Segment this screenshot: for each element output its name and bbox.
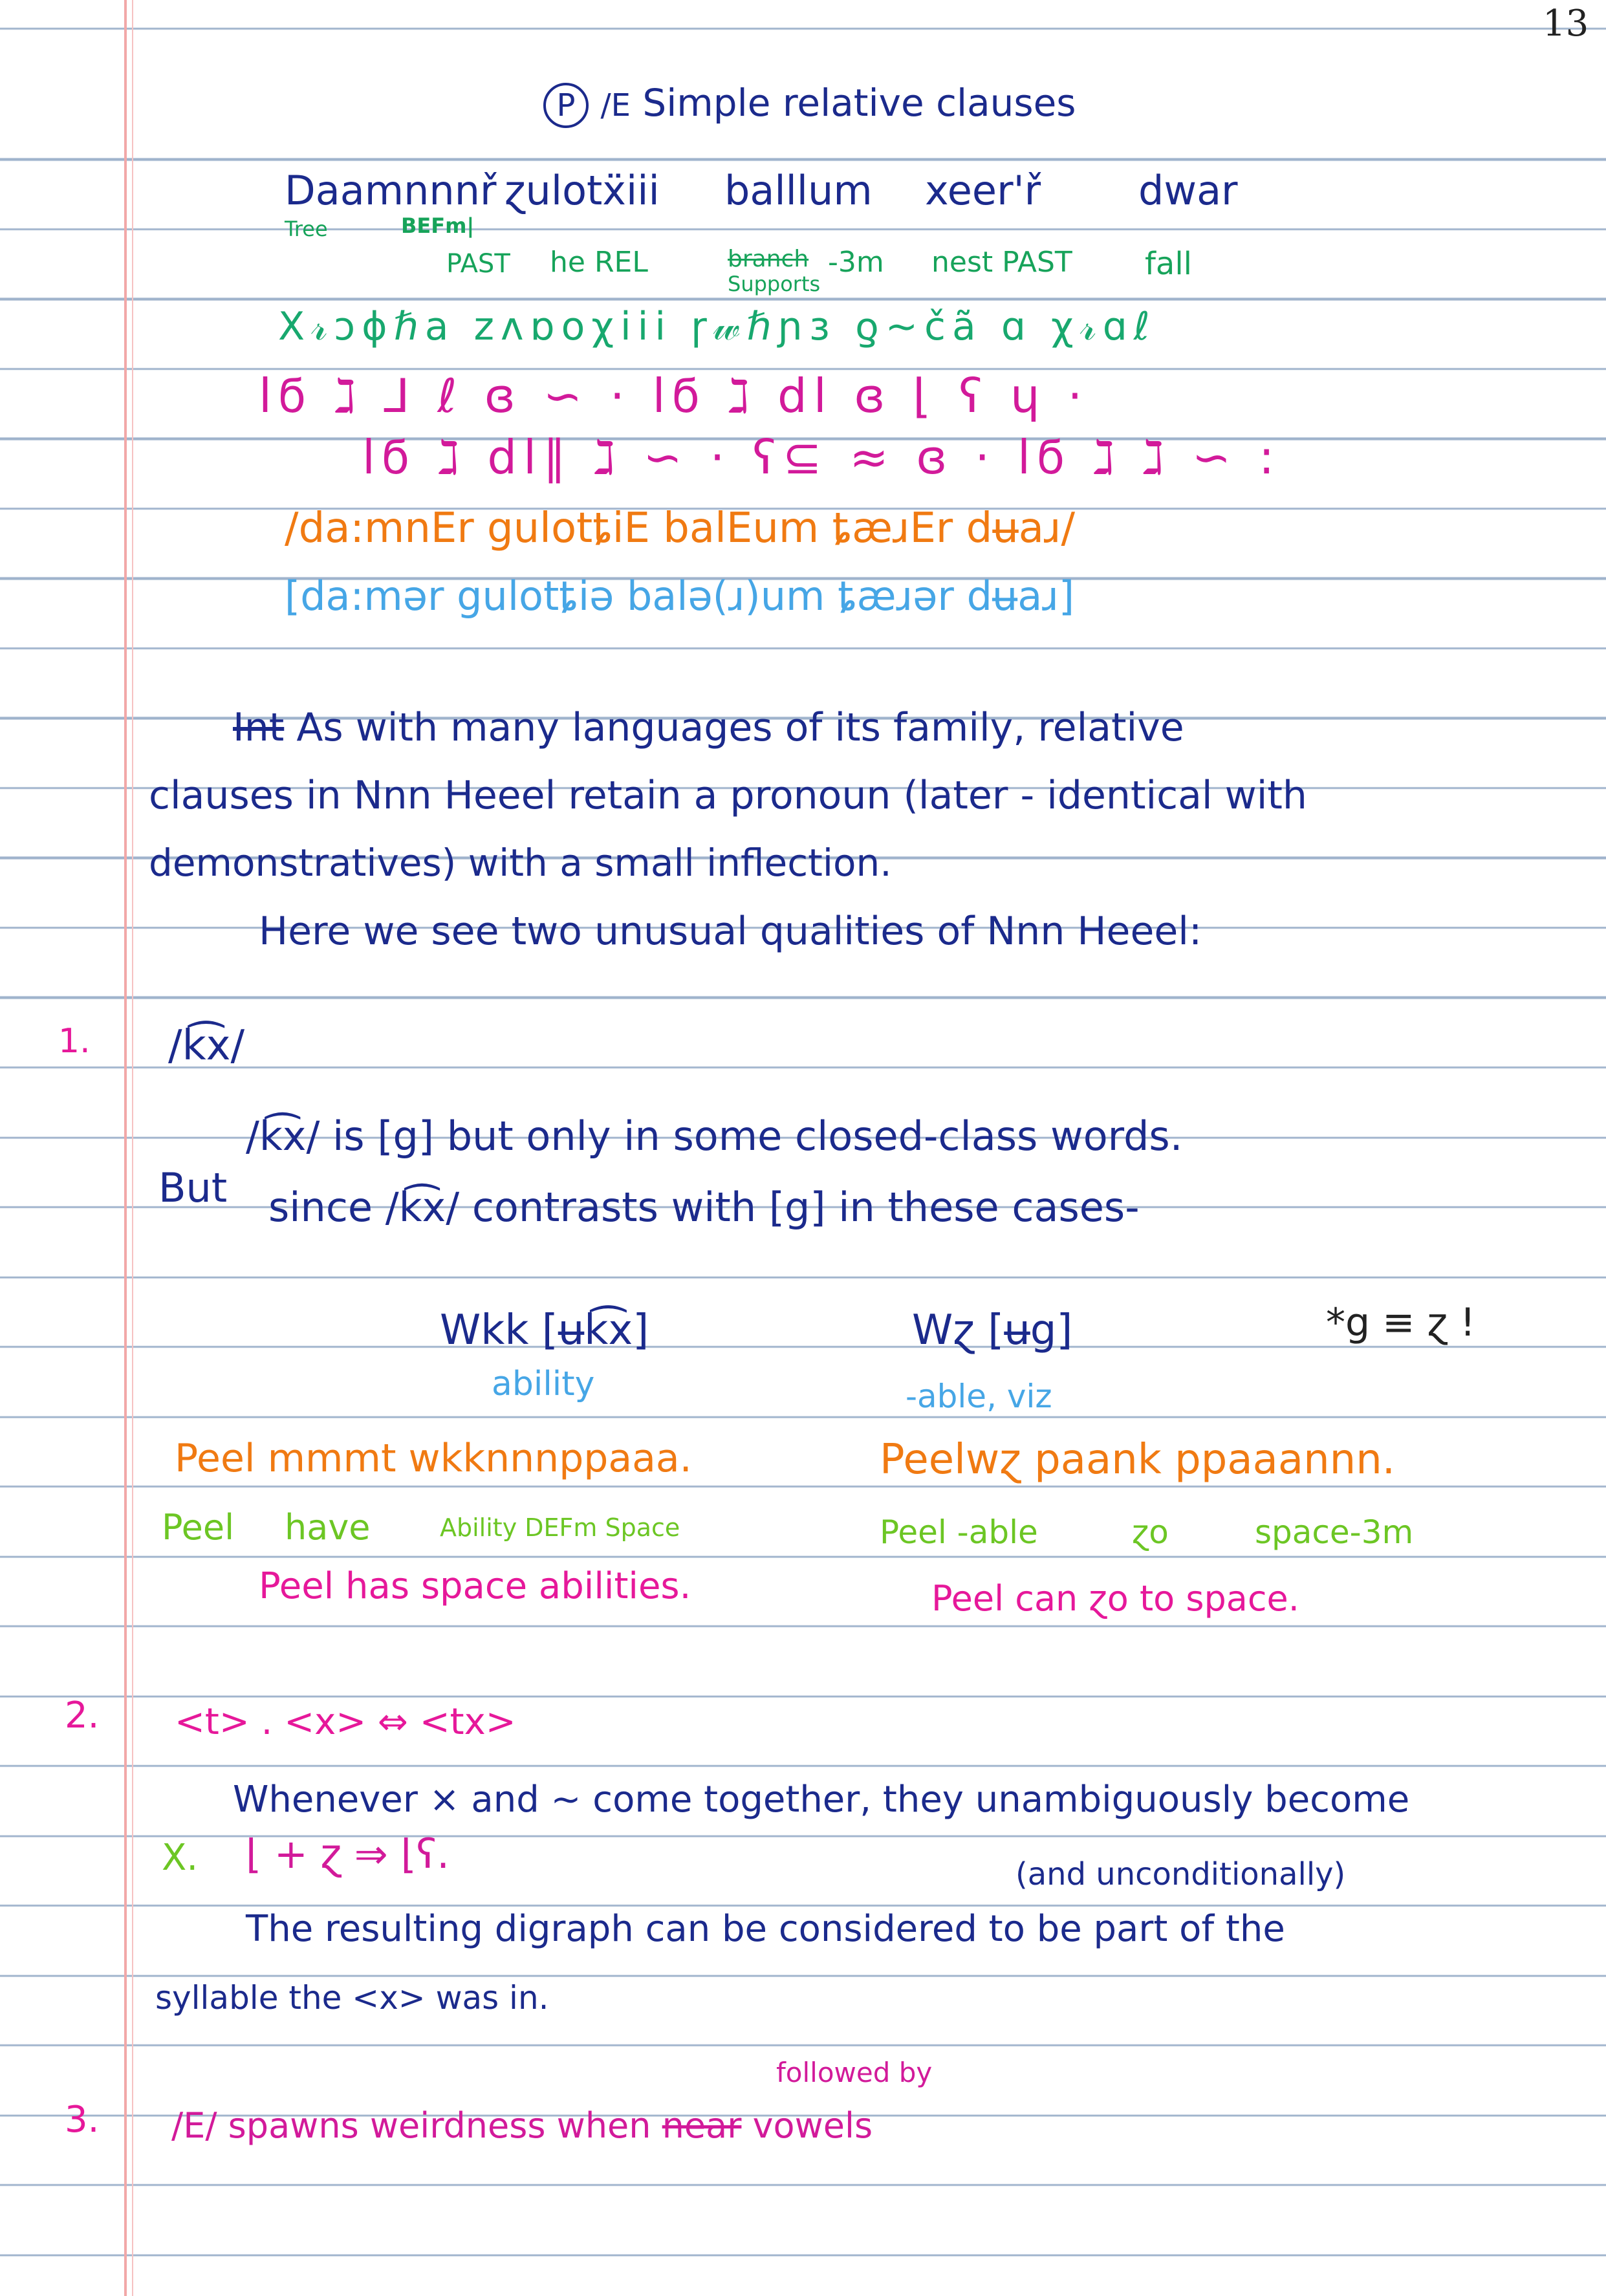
- intro-line-3: demonstratives) with a small inflection.: [149, 841, 892, 885]
- circle-letter: P: [543, 83, 589, 128]
- gloss-past: PAST: [446, 249, 510, 279]
- point-1-number: 1.: [58, 1022, 91, 1061]
- script-line-green: Χ𝓇ↄϕℏa zᴧɒοχiii ɼ𝓌ℏɲɜ ƍ∼čã ɑ χ𝓇ɑℓ: [278, 304, 1156, 349]
- point-2-line-3: The resulting digraph can be considered to be part of the: [246, 1908, 1285, 1950]
- point-2-x: X.: [162, 1837, 199, 1879]
- example-word-4: xeer'ř: [925, 167, 1041, 214]
- point-2-formula: ⌊ + ɀ ⇒ ⌊ʕ.: [246, 1830, 450, 1878]
- left-gloss-peel: Peel: [162, 1507, 235, 1548]
- intro-line-4: Here we see two unusual qualities of Nnn Heeel:: [259, 909, 1202, 954]
- right-gloss-zo: ɀo: [1132, 1513, 1169, 1551]
- point-3-strike: near: [662, 2105, 742, 2146]
- script-line-magenta-2: ⅼϭ ℷ dl∥ ℷ ∽ · ʕ⊆ ≈ ɞ · ⅼϭ ℷ ℷ ∽ :: [362, 430, 1281, 484]
- left-gloss-have: have: [285, 1507, 371, 1548]
- left-translation: Peel has space abilities.: [259, 1565, 691, 1607]
- gloss-able: -able, viz: [906, 1378, 1052, 1415]
- gloss-branch: branch: [728, 246, 809, 272]
- margin-line-secondary: [132, 0, 133, 2296]
- point-3-number: 3.: [65, 2099, 100, 2141]
- right-gloss-space: space-3m: [1255, 1513, 1414, 1551]
- margin-line: [124, 0, 127, 2296]
- right-translation: Peel can ɀo to space.: [931, 1578, 1299, 1619]
- point-2-heading: <t> . <x> ⇔ <tx>: [175, 1701, 516, 1743]
- word-wkk: Wkk [ʉk͡x]: [440, 1306, 649, 1354]
- example-word-1: Daamnnnř: [285, 167, 497, 214]
- word-wz: Wɀ [ʉg]: [912, 1306, 1073, 1354]
- point-3-insert: followed by: [776, 2057, 933, 2088]
- gloss-ability: ability: [492, 1365, 595, 1403]
- gloss-supports: Supports: [728, 272, 821, 296]
- example-word-2: ɀulotẍiii: [505, 167, 660, 214]
- gloss-fall: fall: [1145, 246, 1192, 282]
- right-sentence: Peelwɀ paank ppaaannn.: [880, 1436, 1396, 1484]
- phonetic-transcription: [da:mər gulotȶiə balə(ɹ)um ȶæɹər dʉaɹ]: [285, 572, 1075, 620]
- page-number: 13: [1543, 3, 1589, 45]
- script-line-magenta-1: ⅼϭ ℷ ⅃ ℓ ɞ ∽ · ⅼϭ ℷ dl ɞ ⌊ ʕ ɥ ·: [259, 369, 1089, 423]
- intro-line-1: Int As with many languages of its family, relative: [233, 705, 1184, 750]
- gloss-tree: Tree: [285, 217, 328, 241]
- left-sentence: Peel mmmt wkknnnppaaa.: [175, 1436, 692, 1481]
- point-1-line-2: since /k͡x/ contrasts with [g] in these cases-: [268, 1184, 1140, 1231]
- right-gloss-peel-able: Peel -able: [880, 1513, 1038, 1551]
- point-2-number: 2.: [65, 1695, 100, 1737]
- left-gloss-ability: Ability DEFm Space: [440, 1513, 680, 1542]
- phonemic-transcription: /da:mnEr gulotȶiE balEum ȶæɹEr dʉaɹ/: [285, 504, 1076, 552]
- example-word-3: balllum: [724, 167, 873, 214]
- point-2-line-4: syllable the <x> was in.: [155, 1979, 549, 2017]
- point-1-line-1: /k͡x/ is [g] but only in some closed-class words.: [246, 1112, 1183, 1160]
- note-g: *g ≡ ɀ !: [1326, 1300, 1476, 1345]
- point-3-line-1: /E/ spawns weirdness when near vowels: [171, 2105, 873, 2146]
- gloss-befm: BEFm|: [401, 213, 475, 238]
- page-header: [543, 81, 1076, 128]
- intro-strikethrough: Int: [233, 705, 285, 750]
- point-1-but: But: [158, 1164, 228, 1211]
- intro-line-2: clauses in Nnn Heeel retain a pronoun (later - identical with: [149, 773, 1307, 818]
- point-2-line-1: Whenever × and ∼ come together, they unambiguously become: [233, 1779, 1410, 1821]
- point-2-note: (and unconditionally): [1015, 1856, 1346, 1892]
- gloss-nest-past: nest PAST: [931, 246, 1072, 279]
- point-1-heading: /k͡x/: [168, 1022, 245, 1070]
- gloss-he-rel: he REL: [550, 246, 648, 279]
- example-word-5: dwar: [1138, 167, 1238, 214]
- gloss-3m: -3m: [828, 246, 884, 279]
- triangle-icon: /E: [600, 87, 631, 124]
- page-title: Simple relative clauses: [642, 81, 1076, 125]
